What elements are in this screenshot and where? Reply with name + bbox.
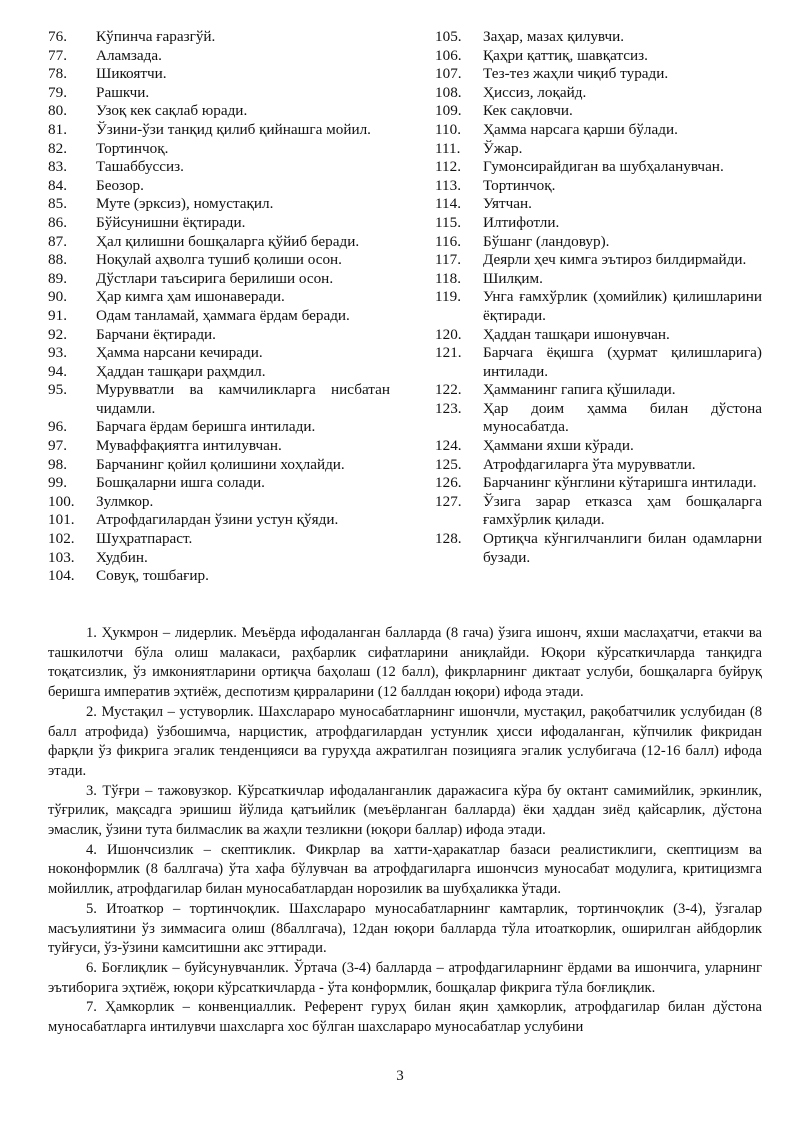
item-number: 76. — [48, 28, 67, 45]
paragraph: 3. Тўғри – тажовузкор. Кўрсаткичлар ифодаланганлик даражасига кўра бу октант самимийлик, эркинлик, тўғрилик, мақсадга эришиш йўлида қатъийлик (меъёрланган балларда) ёки ҳаддан зиёд қайсарлик, дўстона эмаслик, ўзини тута билмаслик ва жаҳли тезликни (юқори баллар) ифода этади. — [48, 782, 762, 839]
paragraph: 4. Ишончсизлик – скептиклик. Фикрлар ва хатти-ҳаракатлар базаси реалистиклиги, скептицизм ва ноконформлик (8 баллгача) ўта хафа бўлувчан ва атрофдагиларга ишончсиз муносабат модулига, критицизмга мойиллик, атрофдагилар билан муносабатлардан норозилик ва шубҳаликка ўтади. — [48, 841, 762, 898]
item-number: 120. — [435, 325, 462, 343]
item-text: Заҳар, мазах қилувчи. — [483, 28, 625, 45]
list-item — [48, 158, 390, 177]
list-item — [435, 493, 762, 530]
list-item — [48, 456, 390, 475]
octant-descriptions — [48, 624, 762, 1038]
list-item — [435, 65, 762, 84]
trait-list-right-column — [435, 28, 762, 567]
item-number: 92. — [48, 325, 67, 343]
list-item — [435, 381, 762, 400]
list-item — [48, 530, 390, 549]
item-number: 109. — [435, 102, 462, 120]
list-item — [48, 418, 390, 437]
item-text: Гумонсирайдиган ва шубҳаланувчан. — [483, 158, 724, 176]
item-text: Узоқ кек сақлаб юради. — [96, 102, 248, 120]
item-text: Худбин. — [96, 548, 148, 566]
item-text: Шилқим. — [483, 269, 543, 287]
list-item — [435, 121, 762, 140]
item-number: 80. — [48, 102, 67, 120]
item-number: 100. — [48, 492, 75, 510]
item-number: 90. — [48, 288, 67, 306]
item-text: Дўстлари таъсирига берилиши осон. — [96, 269, 334, 287]
list-item — [48, 363, 390, 382]
item-text: Ноқулай аҳволга тушиб қолиши осон. — [96, 251, 342, 269]
item-text: Ҳар кимга ҳам ишонаверади. — [96, 288, 285, 306]
list-item — [48, 493, 390, 512]
item-text: Ўзига зарар етказса ҳам бошқаларга ғамхўрлик қилади. — [483, 492, 762, 529]
list-item — [435, 158, 762, 177]
list-item — [48, 326, 390, 345]
list-item — [48, 121, 390, 140]
list-item — [435, 530, 762, 567]
item-number: 117. — [435, 251, 462, 269]
list-item — [48, 214, 390, 233]
item-text: Ортиқча кўнгилчанлиги билан одамларни бузади. — [483, 530, 762, 566]
list-item — [435, 140, 762, 159]
list-item — [435, 437, 762, 456]
list-item — [435, 102, 762, 121]
list-item — [48, 140, 390, 159]
item-text: Совуқ, тошбағир. — [96, 567, 209, 585]
list-item — [435, 214, 762, 233]
item-text: Унга ғамхўрлик (ҳомийлик) қилишларини ёқтиради. — [483, 288, 762, 324]
list-item — [48, 233, 390, 252]
list-item — [435, 195, 762, 214]
item-text: Кек сақловчи. — [483, 102, 573, 120]
item-text: Ҳамма нарсани кечиради. — [96, 344, 263, 362]
item-number: 91. — [48, 306, 67, 324]
item-text: Зулмкор. — [96, 492, 154, 510]
item-text: Кўпинча ғаразгўй. — [96, 28, 216, 45]
paragraph: 1. Ҳукмрон – лидерлик. Меъёрда ифодаланган балларда (8 гача) ўзига ишонч, яхши маслаҳатчи, етакчи ва ташкилотчи бўла олиш малакаси, раҳбарлик сифатларини аниқлайди. Юқори кўрсаткичларда танқидга тоқатсизлик, ўз имкониятларини ортиқча баҳолаш (12 балл), фикрларнинг диктаат услуби, бошқаларга буйруқ беришга императив эҳтиёж, деспотизм қирраларини (12 баллдан юқори) ифода этади. — [48, 625, 762, 701]
item-text: Муте (эрксиз), номустақил. — [96, 195, 274, 213]
list-item — [435, 270, 762, 289]
item-number: 104. — [48, 567, 75, 585]
list-item — [48, 567, 390, 586]
list-item — [48, 28, 390, 47]
item-text: Мурувватли ва камчиликларга нисбатан чидамли. — [96, 381, 390, 417]
item-number: 82. — [48, 139, 67, 157]
item-number: 119. — [435, 288, 462, 306]
item-text: Бўшанг (ландовур). — [483, 232, 610, 250]
item-text: Барчага ёрдам беришга интилади. — [96, 418, 316, 436]
item-number: 115. — [435, 213, 462, 231]
list-item — [48, 511, 390, 530]
list-item — [435, 288, 762, 325]
item-text: Рашкчи. — [96, 83, 150, 101]
list-item — [48, 549, 390, 568]
item-text: Бошқаларни ишга солади. — [96, 474, 265, 492]
item-number: 86. — [48, 213, 67, 231]
item-number: 110. — [435, 120, 462, 138]
item-text: Ҳиссиз, лоқайд. — [483, 83, 587, 101]
item-number: 103. — [48, 548, 75, 566]
list-item — [48, 474, 390, 493]
item-number: 88. — [48, 251, 67, 269]
item-number: 94. — [48, 362, 67, 380]
list-item — [48, 65, 390, 84]
item-text: Ҳар доим ҳамма билан дўстона муносабатда. — [483, 399, 762, 436]
item-number: 122. — [435, 381, 462, 399]
item-number: 105. — [435, 28, 462, 45]
item-number: 108. — [435, 83, 462, 101]
paragraph: 6. Боғлиқлик – буйсунувчанлик. Ўртача (3-4) балларда – атрофдагиларнинг ёрдами ва ишончига, уларнинг эътиборига эҳтиёж, юқори кўрсаткичларда - ўта конформлик, бошқалар фикрига тўла боғлиқлик. — [48, 959, 762, 996]
item-text: Бўйсунишни ёқтиради. — [96, 213, 246, 231]
list-item — [435, 456, 762, 475]
item-text: Ҳамманинг гапига қўшилади. — [483, 381, 676, 399]
item-text: Уятчан. — [483, 195, 532, 213]
item-text: Атрофдагилардан ўзини устун қўяди. — [96, 511, 339, 529]
item-text: Аламзада. — [96, 46, 162, 64]
item-number: 116. — [435, 232, 462, 250]
item-text: Ўзини-ўзи танқид қилиб қийнашга мойил. — [96, 120, 371, 138]
list-item — [435, 400, 762, 437]
list-item — [435, 474, 762, 493]
item-number: 124. — [435, 437, 462, 455]
item-number: 83. — [48, 158, 67, 176]
item-text: Муваффақиятга интилувчан. — [96, 437, 282, 455]
list-item — [48, 102, 390, 121]
item-number: 123. — [435, 399, 462, 417]
item-text: Шуҳратпараст. — [96, 530, 193, 548]
item-text: Одам танламай, ҳаммага ёрдам беради. — [96, 306, 350, 324]
item-text: Барчани ёқтиради. — [96, 325, 216, 343]
item-number: 98. — [48, 455, 67, 473]
list-item — [48, 437, 390, 456]
item-number: 113. — [435, 176, 462, 194]
item-number: 112. — [435, 158, 462, 176]
trait-list-left-column — [48, 28, 390, 586]
item-text: Тортинчоқ. — [96, 139, 169, 157]
list-item — [48, 381, 390, 418]
list-item — [435, 251, 762, 270]
item-number: 78. — [48, 65, 67, 83]
item-number: 85. — [48, 195, 67, 213]
item-number: 121. — [435, 344, 462, 362]
item-number: 93. — [48, 344, 67, 362]
item-text: Ҳамма нарсага қарши бўлади. — [483, 120, 678, 138]
list-item — [435, 326, 762, 345]
list-item — [48, 251, 390, 270]
paragraph: 5. Итоаткор – тортинчоқлик. Шахслараро муносабатларнинг камтарлик, тортинчоқлик (3-4), ўзгалар масъулиятини ўз зиммасига олиш (8баллгача), 12дан юқори балларда тўла итоаткорлик, оширилган айбдорлик туйғуси, ўз-ўзини камситишни акс эттиради. — [48, 900, 762, 957]
item-number: 96. — [48, 418, 67, 436]
item-text: Деярли ҳеч кимга эътироз билдирмайди. — [483, 251, 747, 269]
paragraph: 2. Мустақил – устуворлик. Шахслараро муносабатларнинг ишончли, мустақил, рақобатчилик услубидан (8 балл атрофида) ўзбошимча, нарцистик, атрофдагилардан устунлик ҳисси ифодаланган, кўпчилик фикридан фарқли ўз фикрига эгалик тенденцияси ва гуруҳда ажратилган позицияга эгалик услубигача (12-16 балл) ифода этади. — [48, 703, 762, 779]
list-item — [435, 28, 762, 47]
item-text: Ҳаммани яхши кўради. — [483, 437, 634, 455]
item-number: 87. — [48, 232, 67, 250]
list-item — [48, 288, 390, 307]
item-text: Шикоятчи. — [96, 65, 167, 83]
item-number: 114. — [435, 195, 462, 213]
list-item — [435, 47, 762, 66]
item-number: 95. — [48, 381, 67, 399]
item-text: Ташаббуссиз. — [96, 158, 184, 176]
item-text: Ҳаддан ташқари ишонувчан. — [483, 325, 670, 343]
item-number: 128. — [435, 530, 462, 548]
paragraph: 7. Ҳамкорлик – конвенциаллик. Референт гуруҳ билан яқин ҳамкорлик, атрофдагилар билан дўстона муносабатларга интилувчи шахсларга хос бўлган шахслараро муносабатлар услубини — [48, 999, 762, 1036]
item-text: Илтифотли. — [483, 213, 560, 231]
item-number: 107. — [435, 65, 462, 83]
item-number: 84. — [48, 176, 67, 194]
item-number: 97. — [48, 437, 67, 455]
item-number: 79. — [48, 83, 67, 101]
list-item — [48, 195, 390, 214]
item-text: Беозор. — [96, 176, 144, 194]
item-number: 126. — [435, 474, 462, 492]
item-text: Ҳаддан ташқари раҳмдил. — [96, 362, 266, 380]
list-item — [48, 344, 390, 363]
list-item — [435, 177, 762, 196]
list-item — [48, 177, 390, 196]
item-number: 125. — [435, 455, 462, 473]
item-text: Барчанинг қойил қолишини хоҳлайди. — [96, 455, 345, 473]
item-number: 77. — [48, 46, 67, 64]
item-number: 89. — [48, 269, 67, 287]
list-item — [435, 84, 762, 103]
item-number: 111. — [435, 139, 461, 157]
item-text: Тортинчоқ. — [483, 176, 556, 194]
item-number: 101. — [48, 511, 75, 529]
item-text: Барчага ёқишга (ҳурмат қилишларига) интилади. — [483, 344, 762, 380]
item-number: 99. — [48, 474, 67, 492]
page-number: 3 — [396, 1068, 404, 1084]
list-item — [435, 344, 762, 381]
list-item — [48, 270, 390, 289]
item-number: 118. — [435, 269, 462, 287]
item-text: Қаҳри қаттиқ, шавқатсиз. — [483, 46, 648, 64]
list-item — [48, 47, 390, 66]
item-number: 81. — [48, 120, 67, 138]
item-number: 127. — [435, 492, 462, 510]
item-text: Атрофдагиларга ўта мурувватли. — [483, 455, 696, 473]
item-text: Ҳал қилишни бошқаларга қўйиб беради. — [96, 232, 360, 250]
list-item — [435, 233, 762, 252]
list-item — [48, 84, 390, 103]
item-number: 102. — [48, 530, 75, 548]
item-text: Тез-тез жаҳли чиқиб туради. — [483, 65, 669, 83]
list-item — [48, 307, 390, 326]
item-number: 106. — [435, 46, 462, 64]
item-text: Ўжар. — [483, 139, 523, 157]
item-text: Барчанинг кўнглини кўтаришга интилади. — [483, 474, 757, 492]
